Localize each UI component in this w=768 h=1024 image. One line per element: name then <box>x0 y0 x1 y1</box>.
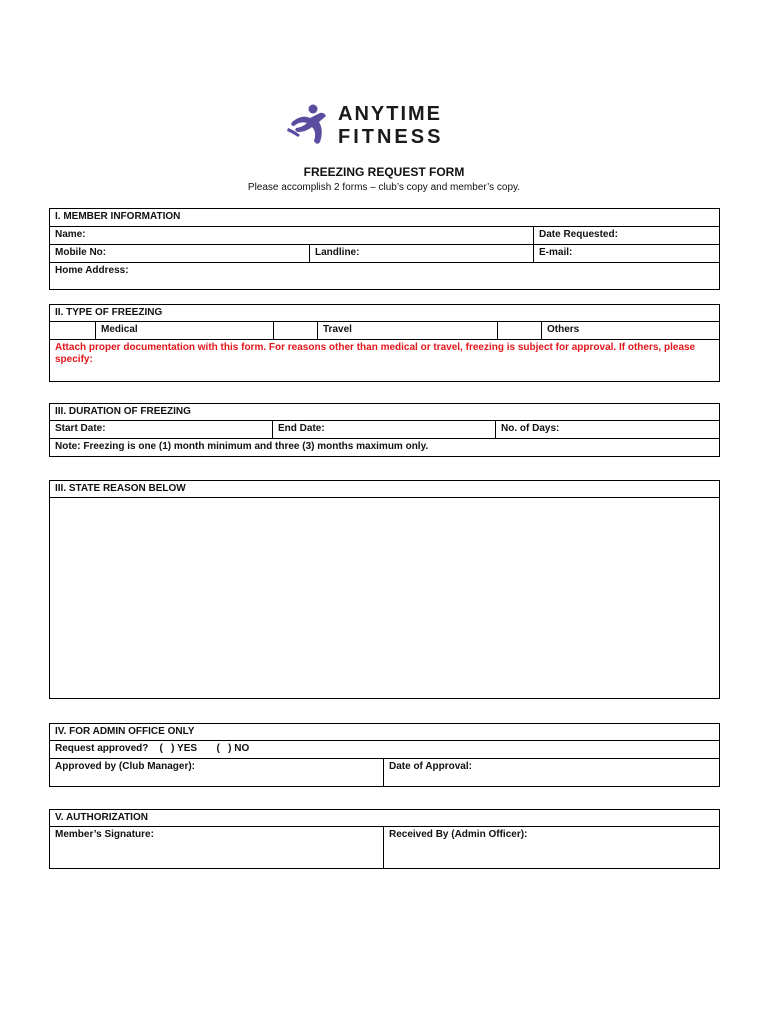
admin-heading: IV. FOR ADMIN OFFICE ONLY <box>50 724 720 741</box>
travel-checkbox[interactable] <box>274 322 318 340</box>
running-man-icon <box>287 105 326 144</box>
date-requested-field[interactable]: Date Requested: <box>534 227 720 245</box>
anytime-fitness-logo <box>286 100 492 150</box>
others-label: Others <box>542 322 720 340</box>
duration-of-freezing-section <box>49 403 720 457</box>
request-approved-field[interactable]: Request approved? ( ) YES ( ) NO <box>50 741 720 759</box>
duration-note: Note: Freezing is one (1) month minimum and three (3) months maximum only. <box>50 439 720 457</box>
page-title: FREEZING REQUEST FORM <box>303 165 465 179</box>
logo-text-anytime: ANYTIME <box>338 103 442 125</box>
medical-checkbox[interactable] <box>50 322 96 340</box>
authorization-section <box>49 809 720 869</box>
type-of-freezing-section <box>49 304 720 382</box>
duration-heading: III. DURATION OF FREEZING <box>50 404 720 421</box>
end-date-field[interactable]: End Date: <box>273 421 496 439</box>
page-subtitle: Please accomplish 2 forms – club’s copy and member’s copy. <box>247 182 521 193</box>
admin-office-section <box>49 723 720 787</box>
authorization-heading: V. AUTHORIZATION <box>50 810 720 827</box>
member-information-heading: I. MEMBER INFORMATION <box>50 209 720 227</box>
logo-text-fitness: FITNESS <box>338 126 444 148</box>
email-field[interactable]: E-mail: <box>534 245 720 263</box>
date-of-approval-field[interactable]: Date of Approval: <box>384 759 720 787</box>
documentation-note[interactable]: Attach proper documentation with this form. For reasons other than medical or travel, freezing is subject for approval. If others, please specify: <box>50 340 720 382</box>
member-signature-field[interactable]: Member’s Signature: <box>50 827 384 869</box>
landline-field[interactable]: Landline: <box>310 245 534 263</box>
reason-heading: III. STATE REASON BELOW <box>50 481 720 498</box>
home-address-field[interactable]: Home Address: <box>50 263 720 290</box>
member-information-section <box>49 208 720 290</box>
medical-label: Medical <box>96 322 274 340</box>
reason-textarea[interactable] <box>50 498 720 699</box>
others-checkbox[interactable] <box>498 322 542 340</box>
received-by-field[interactable]: Received By (Admin Officer): <box>384 827 720 869</box>
mobile-field[interactable]: Mobile No: <box>50 245 310 263</box>
logo-wordmark <box>338 103 443 148</box>
reason-section <box>49 480 720 699</box>
type-of-freezing-heading: II. TYPE OF FREEZING <box>50 305 720 322</box>
name-field[interactable]: Name: <box>50 227 534 245</box>
start-date-field[interactable]: Start Date: <box>50 421 273 439</box>
travel-label: Travel <box>318 322 498 340</box>
approved-by-field[interactable]: Approved by (Club Manager): <box>50 759 384 787</box>
number-of-days-field[interactable]: No. of Days: <box>496 421 720 439</box>
